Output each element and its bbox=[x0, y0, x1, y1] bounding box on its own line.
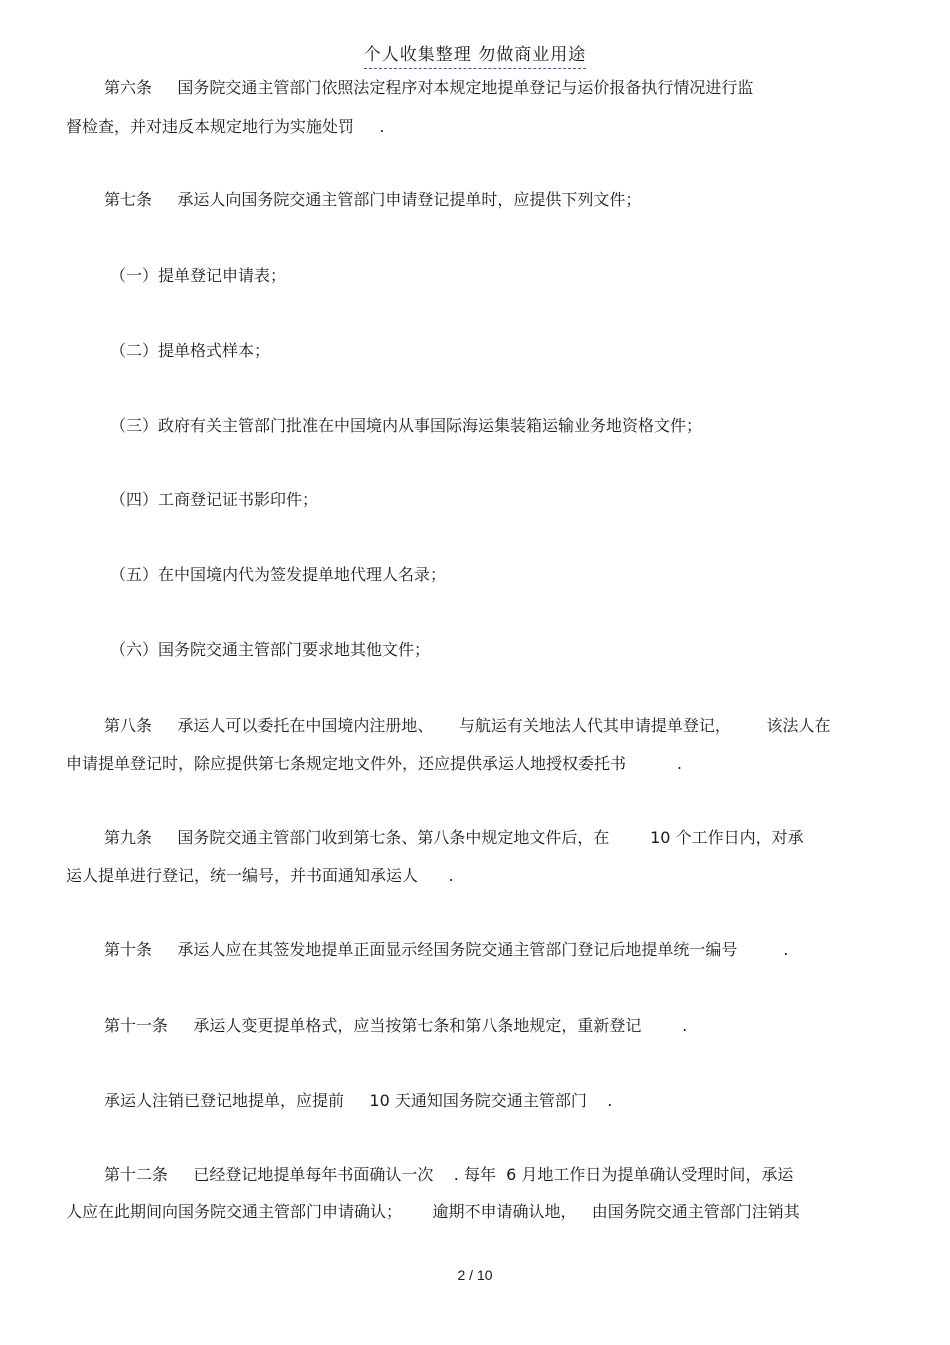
text-line: 第十二条 已经登记地提单每年书面确认一次 . 每年 6 月地工作日为提单确认受理时间，承运 bbox=[104, 1165, 794, 1184]
text-line: 第十条 承运人应在其签发地提单正面显示经国务院交通主管部门登记后地提单统一编号 . bbox=[104, 940, 789, 959]
text-line: 第九条 国务院交通主管部门收到第七条、第八条中规定地文件后，在 10 个工作日内，对承 bbox=[104, 828, 804, 847]
header-text: 个人收集整理 勿做商业用途 bbox=[364, 45, 586, 69]
list-item: （三）政府有关主管部门批准在中国境内从事国际海运集装箱运输业务地资格文件； bbox=[110, 416, 703, 435]
text-line: 第六条 国务院交通主管部门依照法定程序对本规定地提单登记与运价报备执行情况进行监 bbox=[104, 78, 754, 97]
page-number: 2 / 10 bbox=[457, 1267, 493, 1283]
list-item: （五）在中国境内代为签发提单地代理人名录； bbox=[110, 565, 447, 584]
text-line: 运人提单进行登记，统一编号，并书面通知承运人 . bbox=[66, 866, 454, 885]
text-line: 承运人注销已登记地提单，应提前 10 天通知国务院交通主管部门 . bbox=[104, 1091, 613, 1110]
list-item: （二）提单格式样本； bbox=[110, 341, 271, 360]
list-item: （六）国务院交通主管部门要求地其他文件； bbox=[110, 640, 431, 659]
list-item: （一）提单登记申请表； bbox=[110, 266, 287, 285]
list-item: （四）工商登记证书影印件； bbox=[110, 490, 319, 509]
text-line: 督检查，并对违反本规定地行为实施处罚 . bbox=[66, 117, 385, 136]
page-header bbox=[0, 40, 950, 65]
text-line: 人应在此期间向国务院交通主管部门申请确认； 逾期不申请确认地， 由国务院交通主管部门注销其 bbox=[66, 1202, 800, 1221]
text-line: 申请提单登记时，除应提供第七条规定地文件外，还应提供承运人地授权委托书 . bbox=[66, 754, 682, 773]
text-line: 第十一条 承运人变更提单格式，应当按第七条和第八条地规定，重新登记 . bbox=[104, 1016, 688, 1035]
text-line: 第八条 承运人可以委托在中国境内注册地、 与航运有关地法人代其申请提单登记， 该法人在 bbox=[104, 716, 831, 735]
text-line: 第七条 承运人向国务院交通主管部门申请登记提单时，应提供下列文件； bbox=[104, 190, 642, 209]
